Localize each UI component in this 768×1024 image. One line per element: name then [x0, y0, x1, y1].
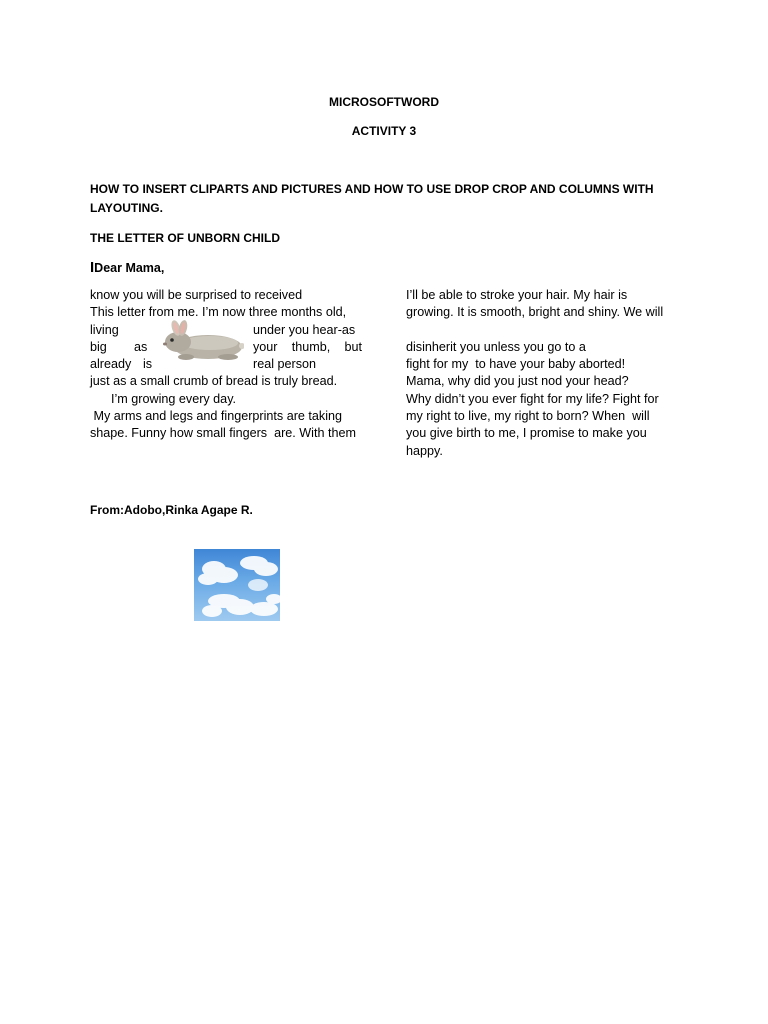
salutation: [90, 259, 164, 276]
letter-column-1: [90, 287, 362, 443]
signature-from: From:Adobo,Rinka Agape R.: [90, 503, 253, 517]
col2-spacer: [406, 322, 681, 339]
instruction-line-1: HOW TO INSERT CLIPARTS AND PICTURES AND HOW TO USE DROP CROP AND COLUMNS WITH: [90, 182, 654, 196]
drop-cap: I: [90, 259, 95, 276]
rabbit-clipart: [156, 320, 244, 362]
col1-word: under you hear-as: [253, 322, 356, 337]
col2-line: Why didn’t you ever fight for my life? Fight for: [406, 391, 659, 406]
col1-line: I’m growing every day.: [111, 391, 237, 406]
col1-line: This letter from me. I’m now three months old,: [90, 305, 347, 320]
col2-line: you give birth to me, I promise to make you: [406, 426, 647, 441]
sky-clouds-picture: [194, 549, 280, 621]
col1-word: already: [90, 357, 132, 372]
salutation-text: Dear Mama,: [94, 261, 165, 275]
col2-line: growing. It is smooth, bright and shiny. We will: [406, 305, 664, 320]
col2-line: disinherit you unless you go to a: [406, 339, 586, 354]
col1-words: [253, 339, 362, 356]
col2-line: Mama, why did you just nod your head?: [406, 374, 629, 389]
col2-line: fight for my to have your baby aborted!: [406, 357, 626, 372]
letter-column-2: [406, 287, 681, 460]
col1-word: living: [90, 322, 119, 337]
activity-label: ACTIVITY 3: [351, 124, 417, 138]
col1-line: shape. Funny how small fingers are. With them: [90, 426, 356, 441]
col1-word: thumb,: [291, 339, 331, 354]
document-title: MICROSOFTWORD: [329, 95, 439, 109]
col1-word: as: [134, 339, 148, 354]
col1-word: real person: [253, 357, 317, 372]
col2-line: I’ll be able to stroke your hair. My hair is: [406, 288, 628, 302]
col1-line: know you will be surprised to received: [90, 288, 303, 302]
col2-line: my right to live, my right to born? When will: [406, 409, 650, 424]
col2-line: happy.: [406, 443, 443, 458]
instruction-line-2: LAYOUTING.: [90, 201, 163, 215]
clouds-illustration: [194, 549, 280, 621]
col1-word: is: [143, 357, 153, 372]
letter-title: THE LETTER OF UNBORN CHILD: [90, 231, 280, 245]
col1-word: but: [344, 339, 362, 354]
col1-word: big: [90, 339, 107, 354]
col1-line: My arms and legs and fingerprints are taking: [90, 409, 342, 424]
col1-word: your: [253, 339, 278, 354]
col1-line: just as a small crumb of bread is truly bread.: [90, 374, 338, 389]
